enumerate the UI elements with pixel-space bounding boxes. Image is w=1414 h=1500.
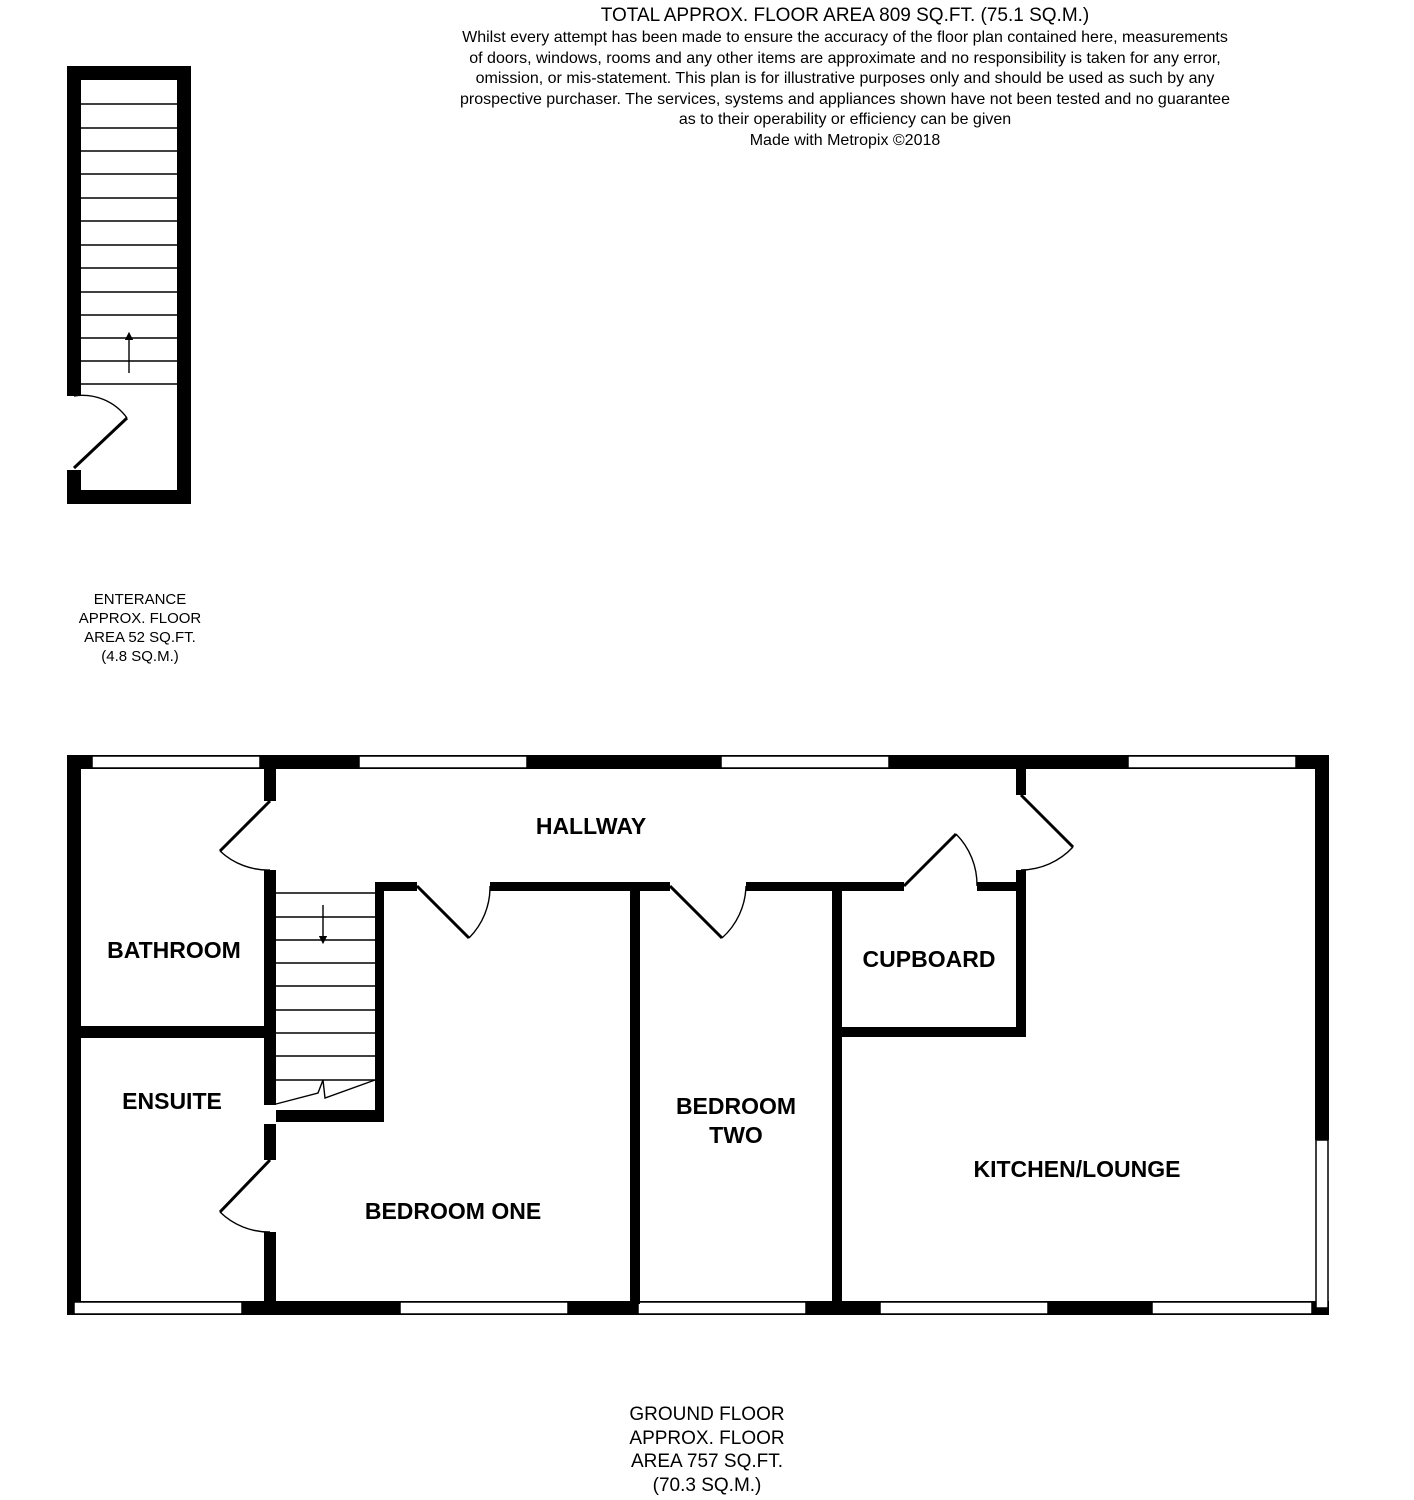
disclaimer-line: prospective purchaser. The services, systems and appliances shown have not been tested and no guarantee	[460, 90, 1230, 108]
ensuite-wall-mid	[264, 1124, 276, 1160]
stair-right-wall	[375, 882, 384, 1114]
room-label-ensuite: ENSUITE	[122, 1088, 222, 1114]
entrance-label-line: AREA 52 SQ.FT.	[84, 629, 196, 646]
window	[1152, 1302, 1312, 1314]
window	[721, 756, 889, 768]
bedroom-two-door	[670, 886, 746, 938]
ensuite-door	[220, 1160, 270, 1232]
outer-right-wall	[1315, 755, 1329, 1140]
ground-label-line: GROUND FLOOR	[629, 1404, 785, 1425]
disclaimer-line: of doors, windows, rooms and any other items are approximate and no responsibility is taken for any error,	[469, 49, 1221, 67]
disclaimer-line: Whilst every attempt has been made to ensure the accuracy of the floor plan contained here, measurements	[462, 29, 1228, 46]
entrance-top-wall	[67, 66, 191, 80]
total-floor-area: TOTAL APPROX. FLOOR AREA 809 SQ.FT. (75.1 SQ.M.)	[600, 5, 1090, 26]
cupboard-right-wall	[1016, 870, 1026, 1036]
entrance-label-line: (4.8 SQ.M.)	[101, 648, 179, 665]
cupboard-door	[904, 834, 977, 886]
bathroom-door	[220, 801, 270, 870]
room-label-cupboard: CUPBOARD	[862, 946, 996, 972]
hallway-lower-wall	[490, 882, 670, 891]
ensuite-wall-lower	[264, 1232, 276, 1302]
entrance-label-line: APPROX. FLOOR	[78, 610, 202, 627]
window	[638, 1302, 806, 1314]
ground-label-line: (70.3 SQ.M.)	[652, 1474, 762, 1496]
room-label-bedroom-two: BEDROOM	[675, 1093, 797, 1119]
room-label-bedroom-one: BEDROOM ONE	[364, 1198, 542, 1224]
entrance-right-wall	[177, 66, 191, 504]
credit-line: Made with Metropix ©2018	[749, 131, 941, 149]
room-label-bathroom: BATHROOM	[107, 937, 241, 963]
cupboard-bottom-wall	[832, 1027, 1026, 1037]
ground-stair-treads	[276, 893, 375, 1104]
bathroom-ensuite-wall	[81, 1026, 264, 1038]
window	[92, 756, 260, 768]
ground-label-line: AREA 757 SQ.FT.	[630, 1451, 784, 1472]
hallway-lower-wall	[746, 882, 904, 891]
outer-left-wall	[67, 755, 81, 1308]
bedroom-two-right-wall	[832, 882, 842, 1304]
bathroom-right-wall-top	[264, 769, 276, 801]
bathroom-right-wall	[264, 870, 276, 1105]
entrance-left-wall	[67, 66, 81, 396]
kitchen-wall-top	[1016, 769, 1026, 795]
bedroom-one-top-wall	[375, 882, 417, 891]
window	[1316, 1140, 1328, 1308]
entrance-door	[74, 395, 127, 468]
window	[400, 1302, 568, 1314]
bedroom-two-left-wall	[630, 882, 640, 1304]
room-label-kitchen-lounge: KITCHEN/LOUNGE	[973, 1156, 1181, 1182]
ground-floor-plan	[67, 755, 1329, 1315]
room-label-hallway: HALLWAY	[535, 813, 647, 839]
window	[880, 1302, 1048, 1314]
ground-label-line: APPROX. FLOOR	[629, 1427, 785, 1449]
window	[74, 1302, 242, 1314]
bedroom-one-door	[417, 886, 490, 938]
entrance-bottom-wall	[67, 490, 191, 504]
window	[359, 756, 527, 768]
room-label-bedroom-two-line2: TWO	[709, 1122, 763, 1148]
disclaimer-line: omission, or mis-statement. This plan is for illustrative purposes only and should be used as such by any	[475, 70, 1215, 87]
window	[1128, 756, 1296, 768]
entrance-label-line: ENTERANCE	[93, 591, 187, 608]
disclaimer-line: as to their operability or efficiency can be given	[678, 111, 1012, 128]
stair-bottom-wall	[276, 1110, 384, 1122]
kitchen-door	[1021, 795, 1073, 870]
entrance-plan	[67, 66, 191, 504]
